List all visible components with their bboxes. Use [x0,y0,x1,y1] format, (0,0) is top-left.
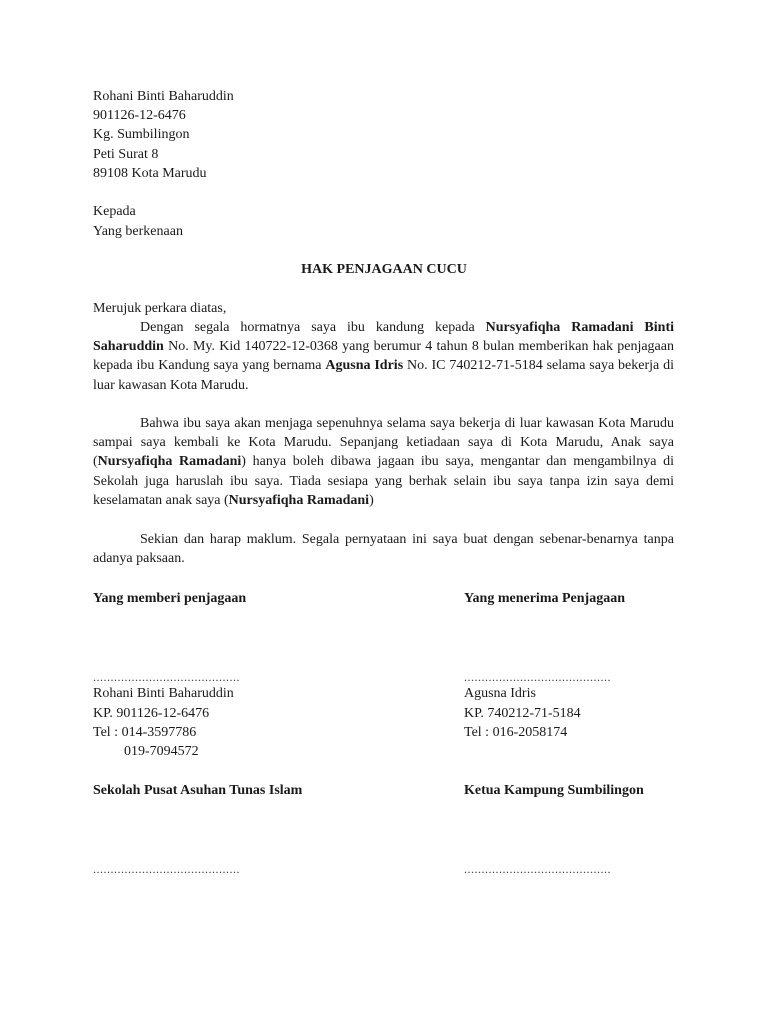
giver-signature-line: .......................................... [93,670,240,684]
guardian-name: Agusna Idris [325,358,404,374]
giver-heading: Yang memberi penjagaan [93,591,247,606]
paragraph-2-text-c: ) [369,492,374,508]
sender-address-line2: Peti Surat 8 [93,147,159,162]
receiver-tel: Tel : 016-2058174 [464,725,568,740]
sender-name: Rohani Binti Baharuddin [93,89,234,104]
child-name-1: Nursyafiqha Ramadani [97,454,242,470]
giver-tel: Tel : 014-3597786 [93,725,197,740]
paragraph-1-text-a: Dengan segala hormatnya saya ibu kandung kepada [140,320,486,335]
recipient-line1: Kepada [93,204,136,219]
village-head-heading: Ketua Kampung Sumbilingon [464,783,644,798]
receiver-heading: Yang menerima Penjagaan [464,591,625,606]
receiver-kp: KP. 740212-71-5184 [464,706,581,721]
paragraph-1-text-c: No. IC 740212-71-5184 selama saya bekerja di luar kawasan Kota Marudu. [93,358,675,393]
paragraph-1-text-b: No. My. Kid 140722-12-0368 yang berumur 4 tahun 8 bulan memberikan hak penjagaan kepada ibu Kandung saya yang bernama [93,339,674,374]
paragraph-2 [93,414,674,510]
village-head-signature-line: .......................................... [464,862,611,876]
paragraph-3 [93,530,674,568]
paragraph-3-text: Sekian dan harap maklum. Segala pernyataan ini saya buat dengan sebenar-benarnya tanpa adanya paksaan. [93,532,674,567]
paragraph-2-text-b: ) hanya boleh dibawa jagaan ibu saya, mengantar dan mengambilnya di Sekolah juga haruslah ibu saya. Tiada sesiapa yang berhak selain ibu saya tanpa izin saya demi keselamatan anak saya ( [93,454,674,508]
school-signature-line: .......................................... [93,862,240,876]
receiver-name: Agusna Idris [464,686,536,701]
letter-title: HAK PENJAGAAN CUCU [301,262,467,277]
child-name-2: Nursyafiqha Ramadani [228,492,370,508]
giver-tel2: 019-7094572 [124,744,199,759]
giver-name: Rohani Binti Baharuddin [93,686,234,701]
sender-ic: 901126-12-6476 [93,108,186,123]
school-heading: Sekolah Pusat Asuhan Tunas Islam [93,783,303,798]
receiver-signature-line: .......................................... [464,670,611,684]
paragraph-1 [93,318,674,395]
sender-address-line3: 89108 Kota Marudu [93,166,207,181]
opening-line: Merujuk perkara diatas, [93,301,227,316]
paragraph-2-text-a: Bahwa ibu saya akan menjaga sepenuhnya selama saya bekerja di luar kawasan Kota Marudu sampai saya kembali ke Kota Marudu. Sepanjang ketiadaan saya di Kota Marudu, Anak saya ( [93,416,674,470]
recipient-line2: Yang berkenaan [93,224,183,239]
child-full-name: Nursyafiqha Ramadani Binti Saharuddin [93,320,674,355]
giver-kp: KP. 901126-12-6476 [93,706,210,721]
sender-address-line1: Kg. Sumbilingon [93,127,190,142]
